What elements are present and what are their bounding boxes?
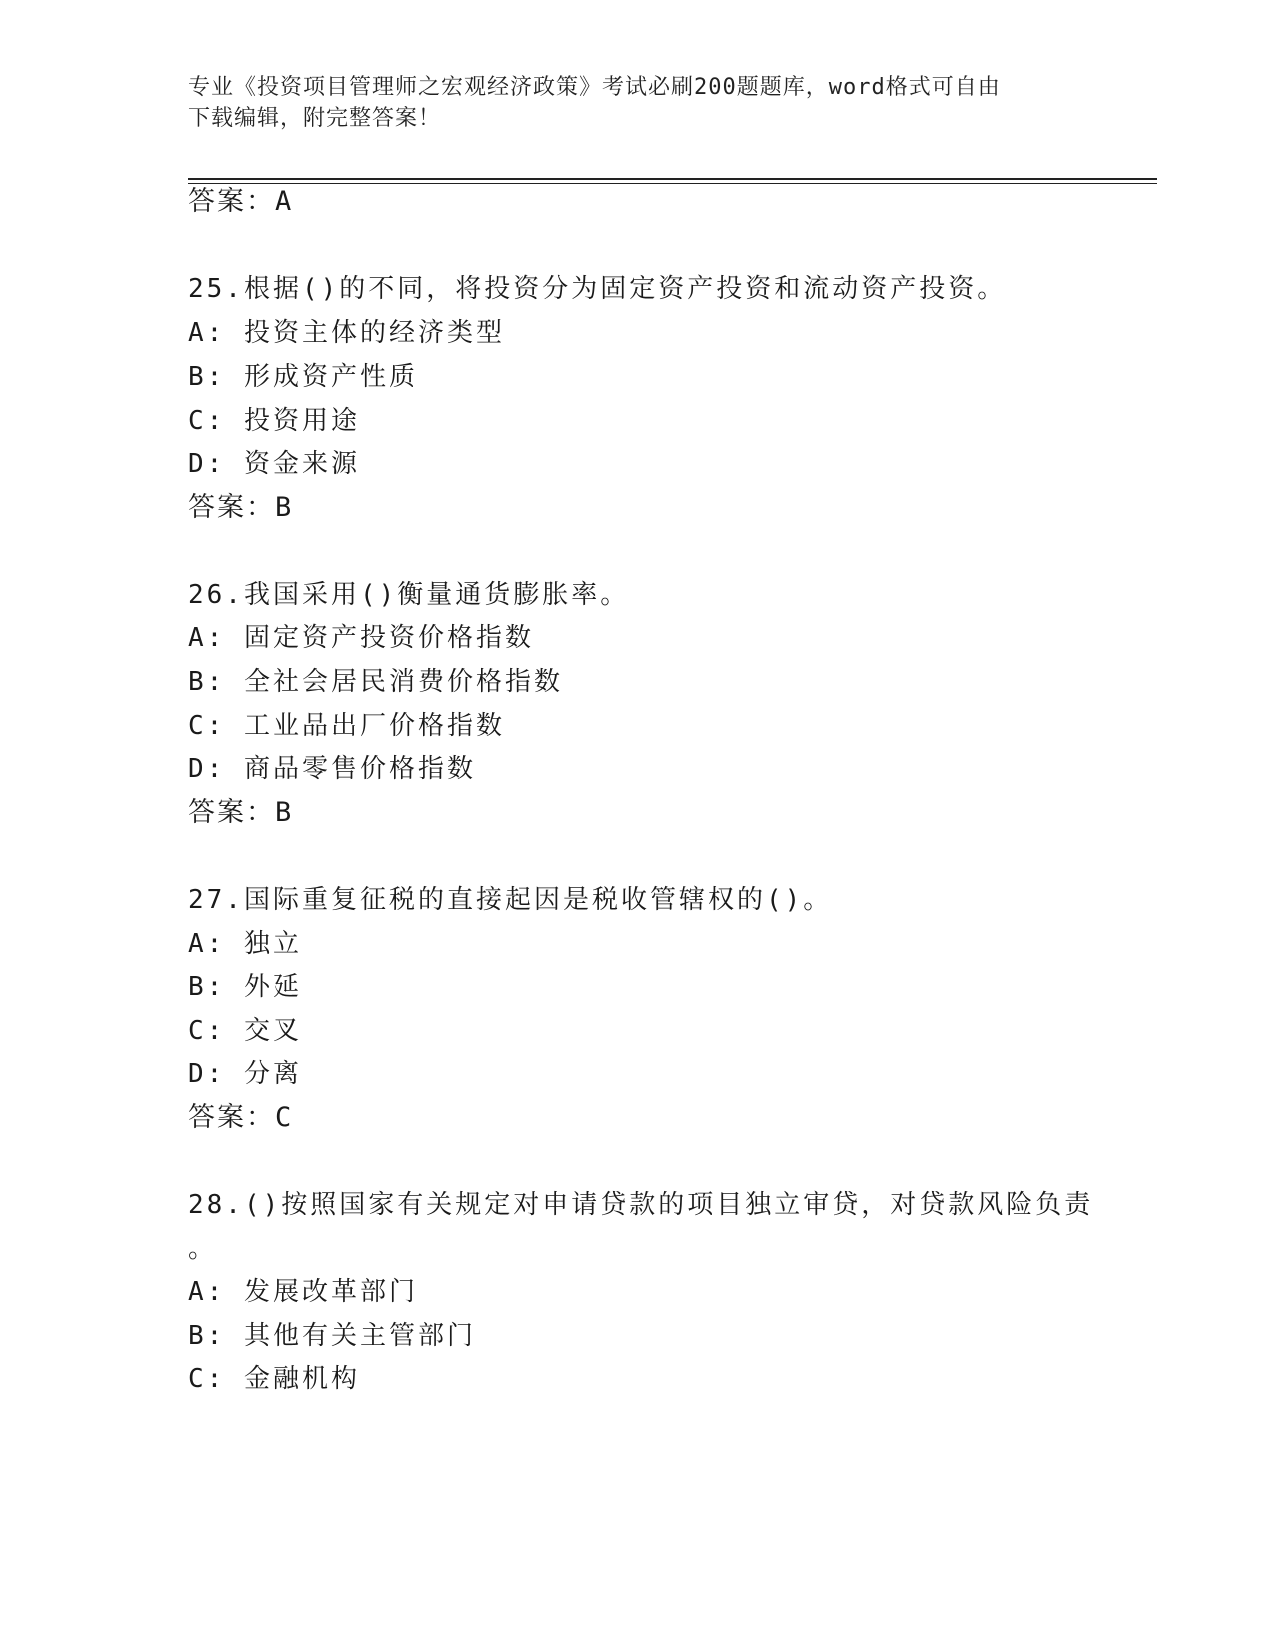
question-26-stem: 26.我国采用()衡量通货膨胀率。 (188, 580, 630, 610)
question-25-option-c: C: 投资用途 (188, 406, 360, 436)
question-26-option-a: A: 固定资产投资价格指数 (188, 623, 534, 653)
question-27-option-b: B: 外延 (188, 972, 302, 1002)
question-28-option-b: B: 其他有关主管部门 (188, 1321, 476, 1351)
answer-label: 答案： (188, 492, 275, 523)
answer-value: B (275, 492, 294, 523)
header-rule-thin (188, 183, 1157, 184)
answer-label: 答案： (188, 1102, 275, 1133)
answer-value: B (275, 797, 294, 828)
answer-value: A (275, 186, 294, 217)
question-28-stem-continuation: 。 (188, 1234, 218, 1264)
document-header (188, 72, 1088, 134)
question-25-answer (188, 491, 293, 525)
question-25-option-b: B: 形成资产性质 (188, 362, 418, 392)
question-28-option-a: A: 发展改革部门 (188, 1277, 418, 1307)
question-28-stem: 28.()按照国家有关规定对申请贷款的项目独立审贷，对贷款风险负责 (188, 1190, 1094, 1220)
question-27-option-a: A: 独立 (188, 929, 302, 959)
question-27-stem: 27.国际重复征税的直接起因是税收管辖权的()。 (188, 885, 833, 915)
question-26-answer (188, 796, 293, 830)
question-27-option-d: D: 分离 (188, 1059, 302, 1089)
header-line-2: 下载编辑，附完整答案！ (188, 106, 442, 131)
prev-answer (188, 185, 293, 219)
answer-label: 答案： (188, 186, 275, 217)
question-25-option-d: D: 资金来源 (188, 449, 360, 479)
question-28-option-c: C: 金融机构 (188, 1364, 360, 1394)
question-27-option-c: C: 交叉 (188, 1016, 302, 1046)
question-26-option-b: B: 全社会居民消费价格指数 (188, 667, 563, 697)
question-27-answer (188, 1101, 293, 1135)
question-25-option-a: A: 投资主体的经济类型 (188, 318, 505, 348)
question-26-option-c: C: 工业品出厂价格指数 (188, 711, 505, 741)
header-rule-thick (188, 178, 1157, 180)
answer-label: 答案： (188, 797, 275, 828)
header-line-1: 专业《投资项目管理师之宏观经济政策》考试必刷200题题库，word格式可自由 (188, 75, 1001, 100)
question-25-stem: 25.根据()的不同，将投资分为固定资产投资和流动资产投资。 (188, 274, 1007, 304)
question-26-option-d: D: 商品零售价格指数 (188, 754, 476, 784)
answer-value: C (275, 1102, 294, 1133)
